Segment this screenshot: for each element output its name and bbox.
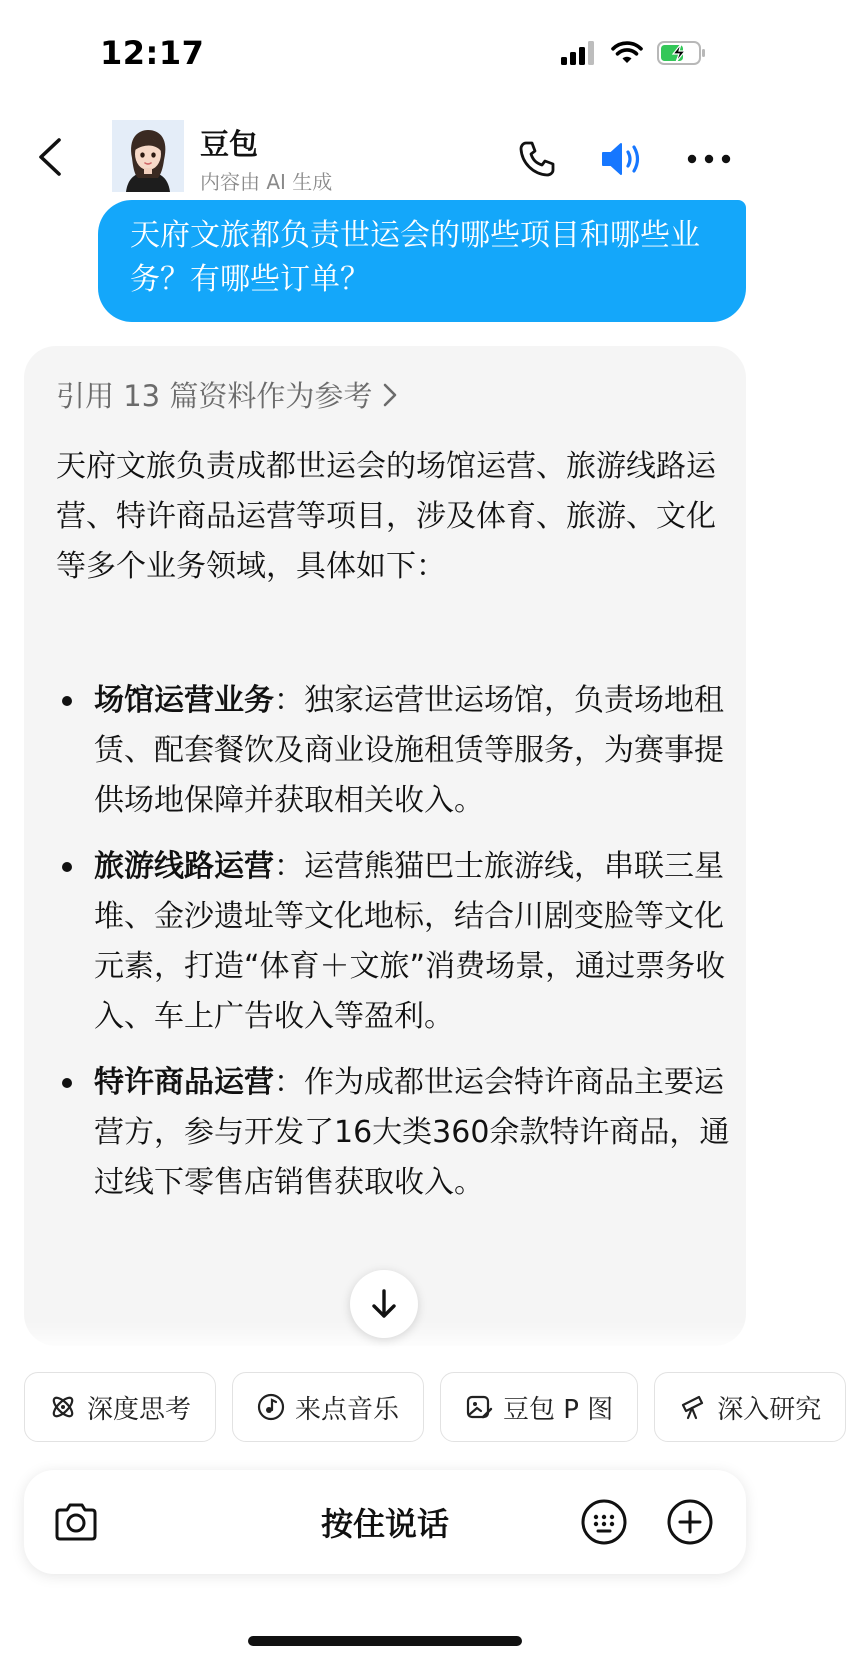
bullet-text: ：独家运营世运场馆，负责场地租赁、配套餐饮及商业设施租赁等服务，为赛事提供场地保障并获取相关收入。: [94, 683, 724, 818]
quick-action-chips: [24, 1372, 822, 1442]
status-time: 12:17: [100, 34, 205, 72]
back-button[interactable]: [26, 132, 72, 182]
call-button[interactable]: [514, 136, 560, 182]
image-edit-icon: [465, 1393, 493, 1421]
hold-to-talk-button[interactable]: 按住说话: [320, 1505, 449, 1543]
music-icon: [257, 1393, 285, 1421]
answer-bullet-list: [56, 676, 736, 1224]
answer-intro: 天府文旅负责成都世运会的场馆运营、旅游线路运营、特许商品运营等项目，涉及体育、旅游、文化等多个业务领域，具体如下：: [56, 449, 716, 584]
references-link[interactable]: [56, 374, 398, 415]
battery-charging-icon: [657, 40, 707, 70]
chip-label: 深入研究: [717, 1394, 822, 1425]
add-attachment-button[interactable]: [664, 1496, 716, 1548]
bullet-title: 旅游线路运营: [94, 849, 274, 884]
chip-label: 豆包 P 图: [503, 1394, 614, 1425]
status-icons: [561, 40, 707, 70]
bullet-dot: [62, 1078, 72, 1088]
list-item: [56, 842, 736, 1042]
references-label: 引用 13 篇资料作为参考: [56, 379, 373, 413]
chat-header: [0, 112, 769, 207]
bullet-text: ：运营熊猫巴士旅游线，串联三星堆、金沙遗址等文化地标，结合川剧变脸等文化元素，打造“体育＋文旅”消费场景，通过票务收入、车上广告收入等盈利。: [94, 849, 726, 1034]
more-dots-icon: [687, 153, 731, 165]
avatar[interactable]: [112, 120, 184, 192]
wifi-icon: [611, 41, 643, 69]
contact-name: 豆包: [200, 127, 259, 161]
phone-icon: [517, 139, 557, 179]
chip-label: 深度思考: [87, 1394, 192, 1425]
camera-icon: [53, 1501, 99, 1543]
camera-button[interactable]: [50, 1496, 102, 1548]
chevron-left-icon: [35, 137, 63, 177]
bullet-title: 特许商品运营: [94, 1065, 274, 1100]
list-item: [56, 1058, 736, 1208]
bullet-dot: [62, 696, 72, 706]
bullet-dot: [62, 862, 72, 872]
chip-label: 来点音乐: [295, 1394, 400, 1425]
keyboard-icon: [579, 1497, 629, 1547]
user-message-text: 天府文旅都负责世运会的哪些项目和哪些业务？有哪些订单？: [130, 218, 700, 297]
atom-icon: [49, 1393, 77, 1421]
voice-playback-button[interactable]: [600, 136, 646, 182]
bullet-title: 场馆运营业务: [94, 683, 274, 718]
chip-image-edit[interactable]: [440, 1372, 638, 1442]
answer-card: [24, 346, 746, 1346]
input-bar: [24, 1470, 746, 1574]
telescope-icon: [679, 1393, 707, 1421]
bullet-text: ：作为成都世运会特许商品主要运营方，参与开发了16大类360余款特许商品，通过线下零售店销售获取收入。: [94, 1065, 730, 1200]
doubao-avatar-icon: [112, 120, 184, 192]
status-bar: [0, 0, 769, 110]
cellular-signal-icon: [561, 41, 597, 69]
chip-deep-research[interactable]: [654, 1372, 846, 1442]
more-options-button[interactable]: [686, 136, 732, 182]
chip-music[interactable]: [232, 1372, 424, 1442]
speaker-icon: [600, 139, 646, 179]
bottom-panel: [0, 1346, 822, 1665]
home-indicator: [248, 1636, 522, 1646]
user-message-bubble[interactable]: [98, 200, 746, 322]
chevron-right-icon: [382, 382, 398, 408]
ai-generated-note: 内容由 AI 生成: [200, 170, 333, 194]
list-item: [56, 676, 736, 826]
arrow-down-icon: [369, 1288, 399, 1320]
keyboard-button[interactable]: [578, 1496, 630, 1548]
scroll-to-bottom-button[interactable]: [350, 1270, 418, 1338]
plus-circle-icon: [665, 1497, 715, 1547]
chip-deep-thinking[interactable]: [24, 1372, 216, 1442]
